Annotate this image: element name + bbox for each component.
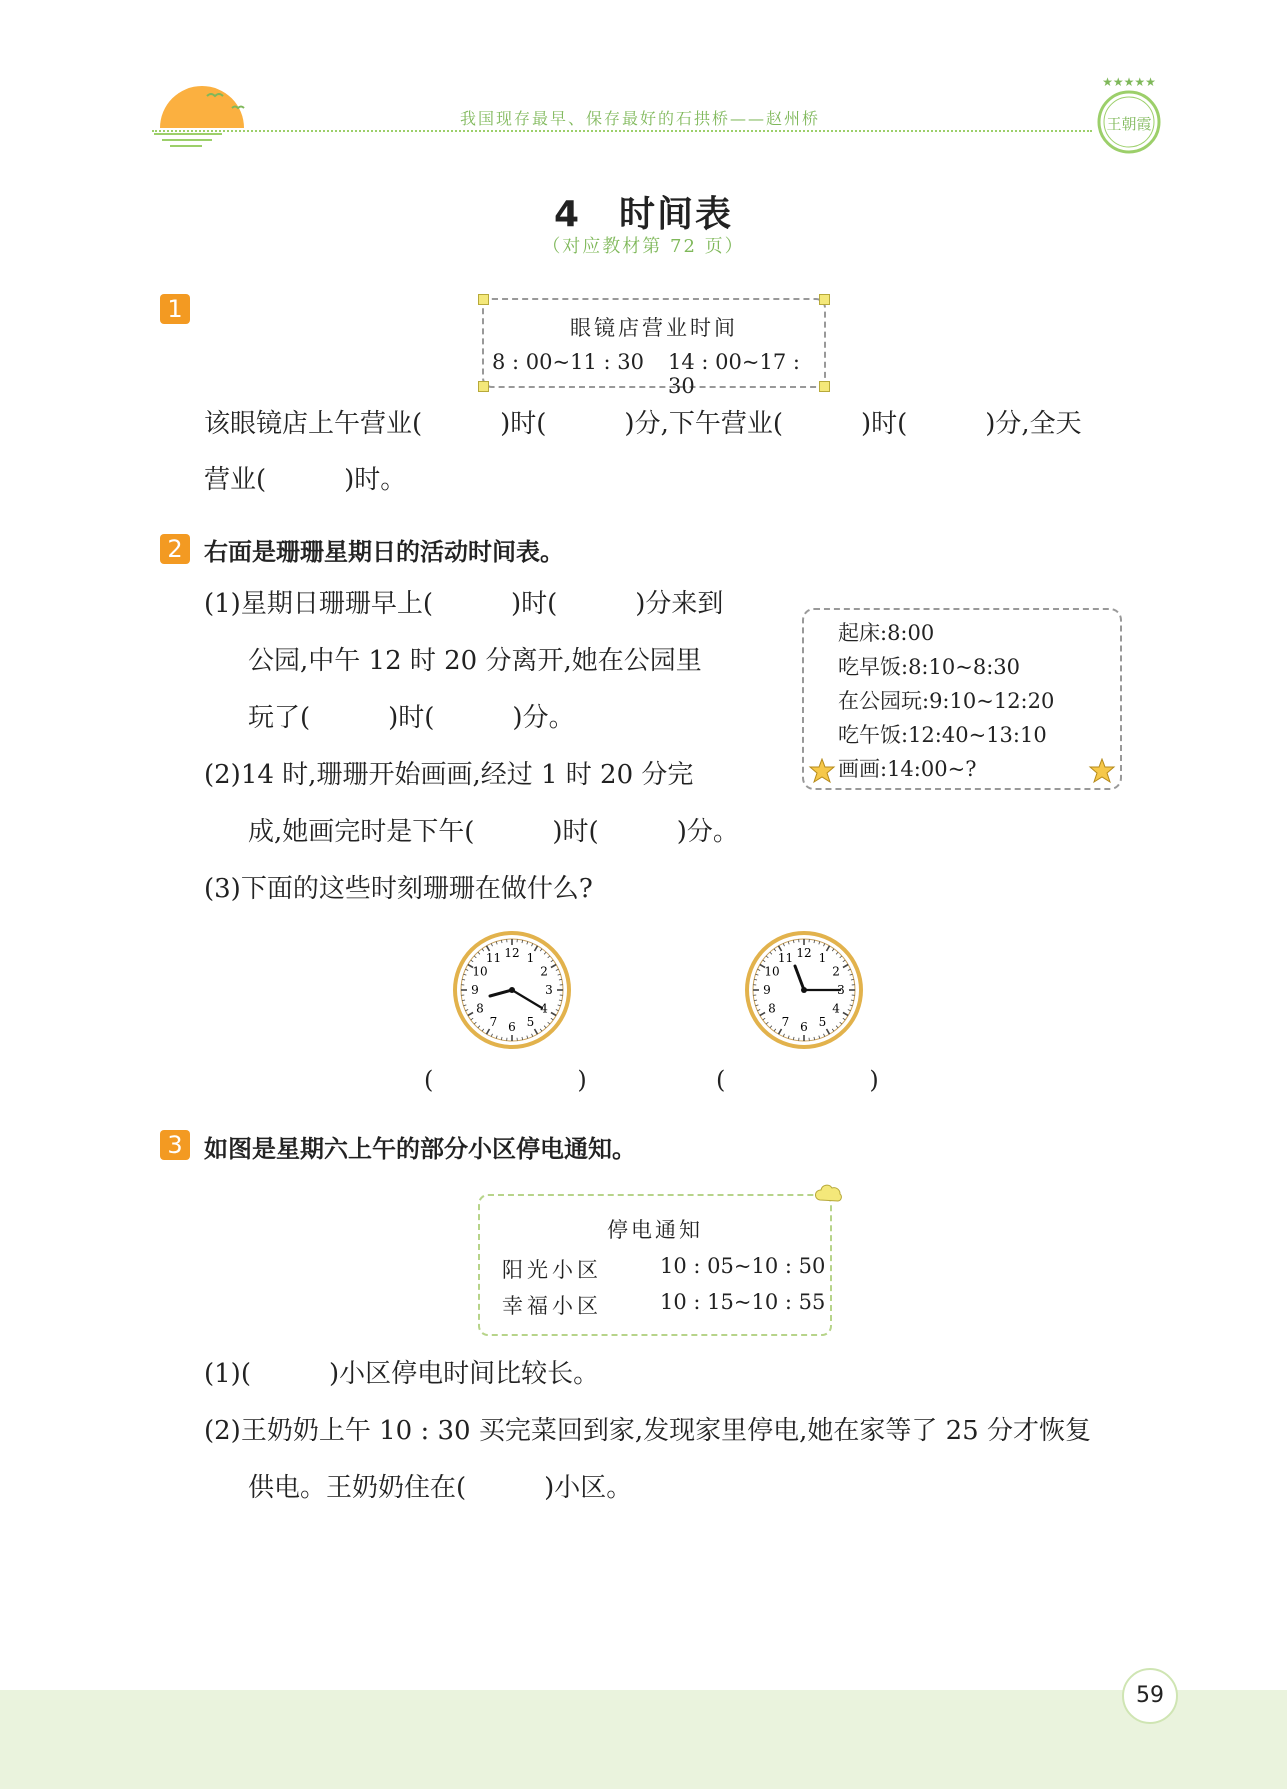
- clock-numeral: 1: [818, 950, 827, 965]
- outage-row-name: 阳光小区: [502, 1258, 602, 1282]
- outage-row-time: 10 : 05~10 : 50: [660, 1254, 826, 1278]
- clock-numeral: 11: [777, 950, 794, 965]
- clock-numeral: 5: [818, 1015, 827, 1030]
- clock-numeral: 4: [540, 1001, 548, 1016]
- q3-heading: 如图是星期六上午的部分小区停电通知。: [204, 1135, 636, 1163]
- activity-schedule-box: [802, 608, 1122, 790]
- clock-numeral: 3: [837, 983, 845, 997]
- clock-numeral: 2: [540, 964, 548, 979]
- notice-morning-hours: 8 : 00~11 : 30: [492, 350, 644, 374]
- q2-part1-line-1: (1)星期日珊珊早上( )时( )分来到: [204, 589, 724, 619]
- glasses-shop-hours-notice: [482, 298, 826, 398]
- q2-part1-line-3: 玩了( )时( )分。: [248, 703, 575, 733]
- q2-heading: 右面是珊珊星期日的活动时间表。: [204, 538, 564, 566]
- clock-numeral: 9: [763, 983, 771, 997]
- clock-numeral: 10: [472, 964, 488, 979]
- q1-text-line-1: 该眼镜店上午营业( )时( )分,下午营业( )时( )分,全天: [204, 409, 1082, 439]
- brand-name: 王朝霞: [1106, 115, 1152, 133]
- header-tagline: 我国现存最早、保存最好的石拱桥——赵州桥: [460, 109, 821, 128]
- svg-text:★★★★★: ★★★★★: [1102, 75, 1156, 89]
- clock-numeral: 7: [781, 1015, 790, 1030]
- clock-numeral: 6: [508, 1020, 516, 1034]
- footer-band: [0, 1690, 1287, 1789]
- clock-numeral: 3: [545, 983, 553, 997]
- q2-part2-line-2: 成,她画完时是下午( )时( )分。: [248, 817, 739, 847]
- schedule-item: 在公园玩:9:10~12:20: [838, 689, 1055, 713]
- sunset-logo-icon: [152, 78, 252, 148]
- star-mascot-icon: [808, 758, 836, 784]
- schedule-item: 起床:8:00: [838, 621, 935, 645]
- clock-1-answer-blank[interactable]: ( ): [424, 1066, 587, 1094]
- q3-part2-line-1: (2)王奶奶上午 10 : 30 买完菜回到家,发现家里停电,她在家等了 25 分才恢复: [204, 1416, 1091, 1446]
- question-number-2: 2: [160, 534, 190, 564]
- question-number-3: 3: [160, 1130, 190, 1160]
- q3-part1: (1)( )小区停电时间比较长。: [204, 1359, 600, 1389]
- clock-numeral: 5: [526, 1015, 535, 1030]
- clock-numeral: 8: [768, 1001, 776, 1016]
- header-divider: [152, 130, 1092, 132]
- cloud-decoration-icon: [814, 1182, 844, 1206]
- q2-part2-line-1: (2)14 时,珊珊开始画画,经过 1 时 20 分完: [204, 760, 694, 790]
- notice-afternoon-hours: 14 : 00~17 : 30: [668, 350, 800, 398]
- q2-part3: (3)下面的这些时刻珊珊在做什么?: [204, 874, 593, 904]
- page-number: 59: [1122, 1668, 1178, 1724]
- clock-face-2: [744, 930, 864, 1050]
- schedule-item: 画画:14:00~?: [838, 757, 977, 781]
- q2-part1-line-2: 公园,中午 12 时 20 分离开,她在公园里: [248, 646, 702, 676]
- question-number-1: 1: [160, 294, 190, 324]
- clock-numeral: 4: [832, 1001, 840, 1016]
- outage-row-name: 幸福小区: [502, 1294, 602, 1318]
- schedule-item: 吃早饭:8:10~8:30: [838, 655, 1020, 679]
- outage-row-time: 10 : 15~10 : 55: [660, 1290, 826, 1314]
- clock-numeral: 11: [485, 950, 502, 965]
- clock-numeral: 10: [764, 964, 780, 979]
- outage-notice-title: 停电通知: [607, 1218, 703, 1242]
- clock-numeral: 6: [800, 1020, 808, 1034]
- schedule-item: 吃午饭:12:40~13:10: [838, 723, 1047, 747]
- power-outage-notice: [478, 1194, 832, 1336]
- star-mascot-icon: [1088, 758, 1116, 784]
- clock-numeral: 7: [489, 1015, 498, 1030]
- page-subtitle: （对应教材第 72 页）: [542, 236, 745, 257]
- clock-numeral: 2: [832, 964, 840, 979]
- clock-numeral: 8: [476, 1001, 484, 1016]
- q1-text-line-2: 营业( )时。: [204, 465, 407, 495]
- clock-2-answer-blank[interactable]: ( ): [716, 1066, 879, 1094]
- clock-numeral: 1: [526, 950, 535, 965]
- notice-title: 眼镜店营业时间: [570, 316, 738, 340]
- clock-numeral: 12: [504, 946, 520, 960]
- brand-logo-icon: [1090, 74, 1168, 160]
- page-title: 4 时间表: [553, 194, 734, 235]
- clock-numeral: 9: [471, 983, 479, 997]
- q3-part2-line-2: 供电。王奶奶住在( )小区。: [248, 1473, 633, 1503]
- clock-numeral: 12: [796, 946, 812, 960]
- clock-face-1: [452, 930, 572, 1050]
